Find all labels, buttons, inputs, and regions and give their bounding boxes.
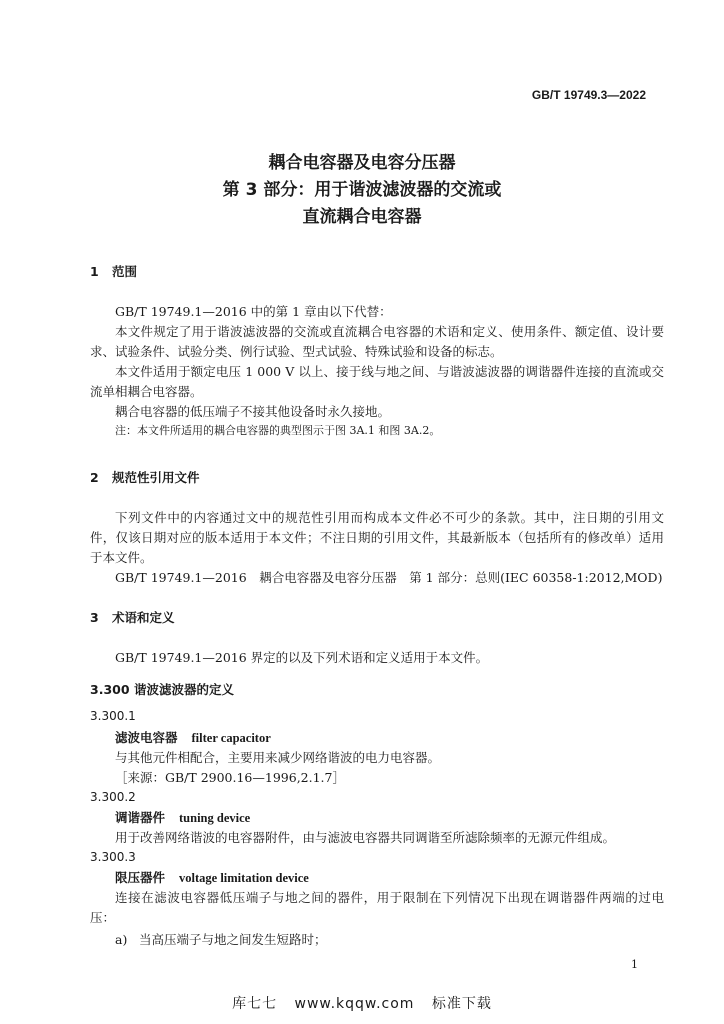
term-definition: 用于改善网络谐波的电容器附件，由与滤波电容器共同调谐至所滤除频率的无源元件组成。 — [115, 830, 616, 845]
paragraph: 耦合电容器的低压端子不接其他设备时永久接地。 — [115, 404, 391, 419]
standard-code: GB/T 19749.3—2022 — [531, 88, 646, 102]
term-definition: 与其他元件相配合，主要用来减少网络谐波的电力电容器。 — [115, 750, 441, 765]
section-number: 3 — [90, 610, 99, 625]
paragraph: 下列文件中的内容通过文中的规范性引用而构成本文件必不可少的条款。其中，注日期的引用文件，仅该日期对应的版本适用于本文件；不注日期的引用文件，其最新版本（包括所有的修改单）适用于本文件。 — [90, 510, 664, 565]
term-english: filter capacitor — [191, 731, 271, 745]
section-2-body — [90, 508, 664, 588]
term-entry — [115, 728, 271, 748]
page-number: 1 — [631, 958, 638, 971]
section-1-body — [90, 302, 664, 440]
title-line-3: 直流耦合电容器 — [302, 207, 422, 227]
paragraph: GB/T 19749.1—2016 界定的以及下列术语和定义适用于本文件。 — [115, 650, 489, 665]
paragraph: GB/T 19749.1—2016 中的第 1 章由以下代替： — [115, 304, 392, 319]
footer-site-name: 库七七 — [232, 996, 278, 1012]
footer-tagline: 标准下载 — [431, 996, 492, 1012]
term-chinese: 滤波电容器 — [115, 730, 178, 745]
normative-reference: GB/T 19749.1—2016 耦合电容器及电容分压器 第 1 部分：总则(IEC 60358-1:2012,MOD) — [115, 570, 663, 585]
term-definition-block — [90, 888, 664, 928]
term-english: voltage limitation device — [179, 871, 309, 885]
paragraph: 本文件规定了用于谐波滤波器的交流或直流耦合电容器的术语和定义、使用条件、额定值、设计要求、试验条件、试验分类、例行试验、型式试验、特殊试验和设备的标志。 — [90, 324, 664, 359]
term-english: tuning device — [179, 811, 251, 825]
section-title: 术语和定义 — [112, 610, 175, 625]
document-title — [0, 150, 724, 231]
term-number: 3.300.1 — [90, 709, 136, 723]
title-line-1: 耦合电容器及电容分压器 — [268, 153, 456, 173]
note: 注：本文件所适用的耦合电容器的典型图示于图 3A.1 和图 3A.2。 — [115, 424, 441, 437]
section-3-body — [90, 648, 664, 668]
list-item-label: a) — [115, 932, 128, 947]
title-line-2: 第 3 部分：用于谐波滤波器的交流或 — [222, 180, 502, 200]
section-title: 规范性引用文件 — [112, 470, 200, 485]
term-number: 3.300.2 — [90, 790, 136, 804]
list-item — [115, 930, 327, 950]
section-number: 1 — [90, 264, 99, 279]
term-source: ［来源：GB/T 2900.16—1996,2.1.7］ — [115, 770, 345, 785]
term-chinese: 调谐器件 — [115, 810, 166, 825]
term-definition: 连接在滤波电容器低压端子与地之间的器件，用于限制在下列情况下出现在调谐器件两端的过电压： — [90, 890, 664, 925]
term-group-title: 谐波滤波器的定义 — [134, 682, 235, 697]
footer-url[interactable]: www.kqqw.com — [294, 996, 415, 1012]
term-entry — [115, 808, 250, 828]
term-chinese: 限压器件 — [115, 870, 166, 885]
section-title: 范围 — [112, 264, 138, 279]
list-item-text: 当高压端子与地之间发生短路时； — [139, 932, 327, 947]
term-number: 3.300.3 — [90, 850, 136, 864]
footer-watermark — [0, 993, 724, 1015]
term-group-number: 3.300 — [90, 682, 130, 697]
section-number: 2 — [90, 470, 99, 485]
paragraph: 本文件适用于额定电压 1 000 V 以上、接于线与地之间、与谐波滤波器的调谐器件连接的直流或交流单相耦合电容器。 — [90, 364, 664, 399]
section-2-heading — [90, 468, 200, 488]
section-3-heading — [90, 608, 175, 628]
term-group-heading — [90, 680, 234, 700]
term-entry — [115, 868, 309, 888]
section-1-heading — [90, 262, 137, 282]
